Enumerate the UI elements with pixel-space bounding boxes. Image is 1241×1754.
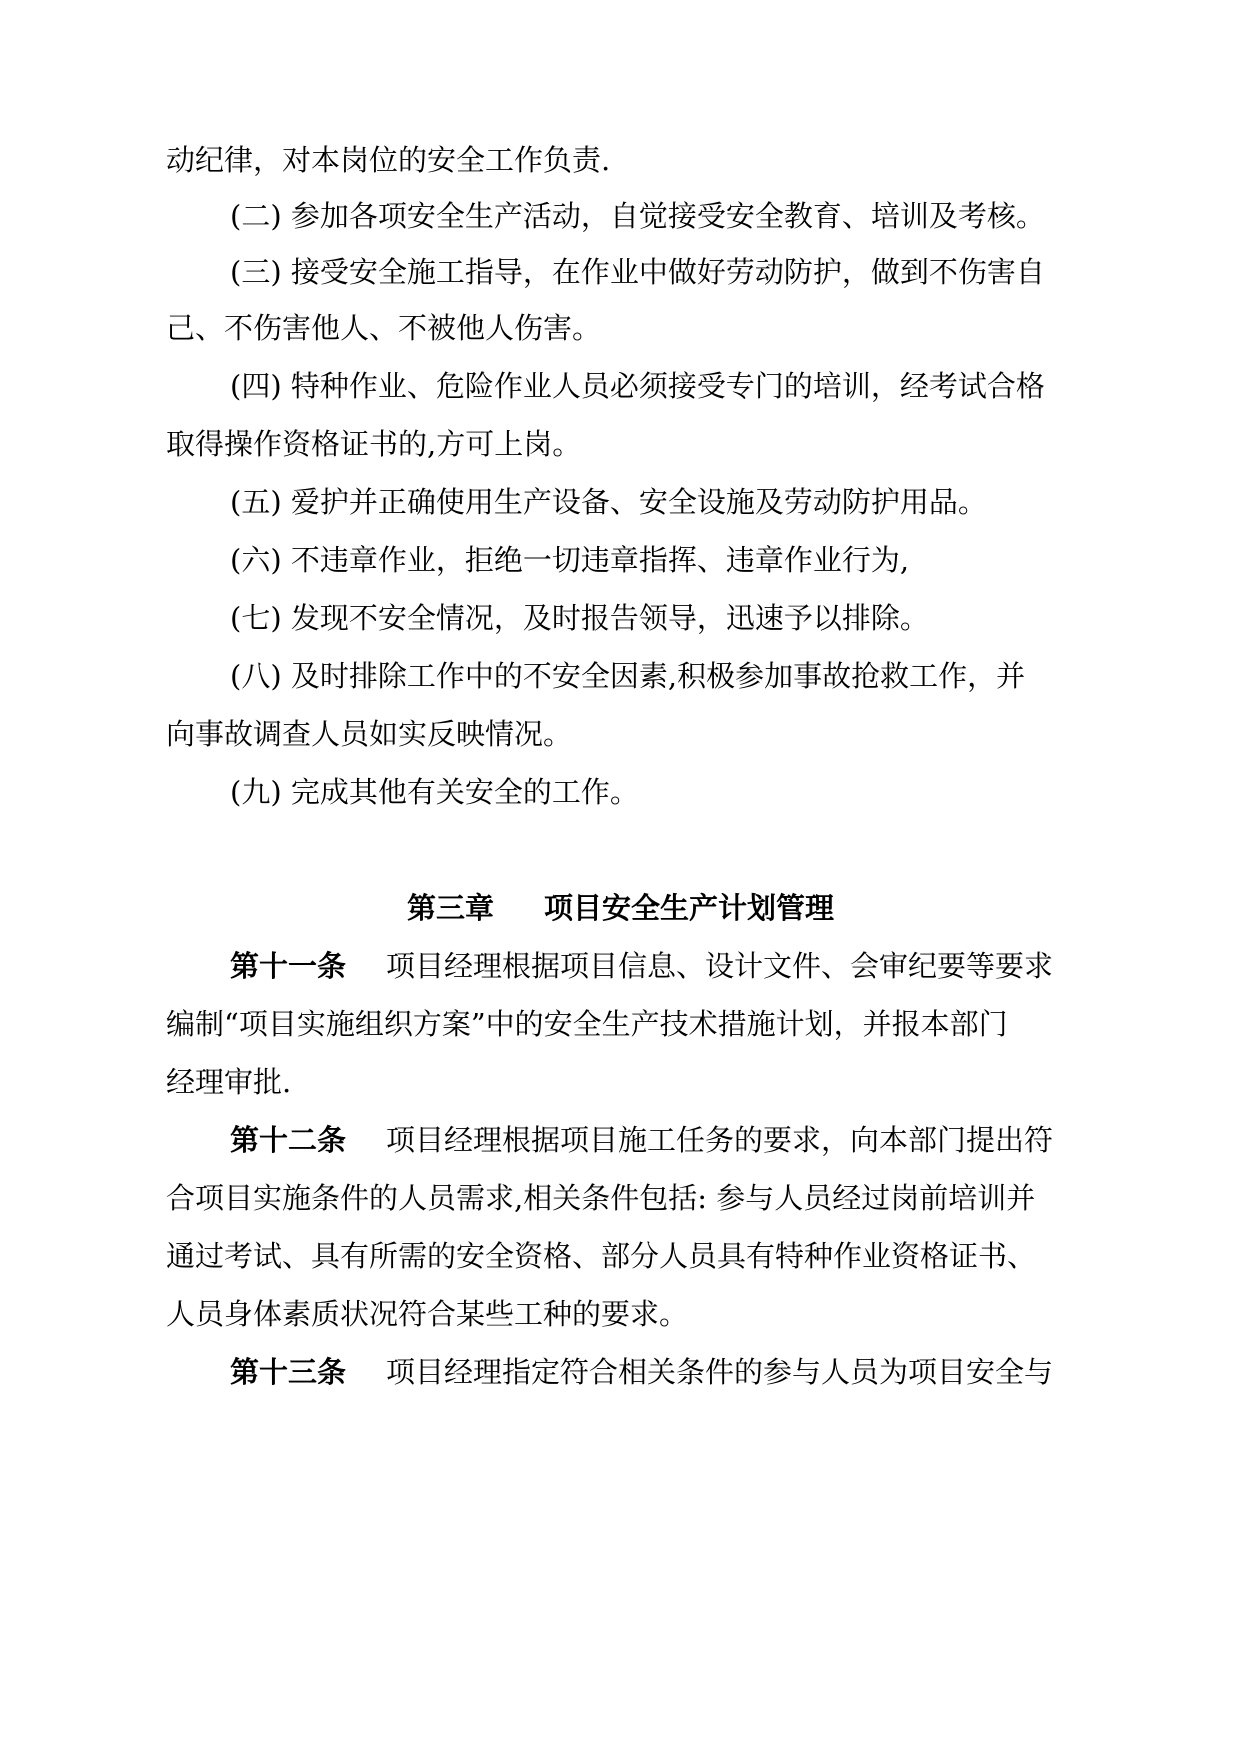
article-text: 项目经理根据项目施工任务的要求，向本部门提出符	[386, 1123, 1054, 1157]
article-label: 第十二条	[230, 1123, 347, 1157]
text-line: 人员身体素质状况符合某些工种的要求。	[166, 1297, 689, 1331]
list-item-6: (六) 不违章作业，拒绝一切违章指挥、违章作业行为,	[230, 543, 910, 577]
article-11-first-line	[230, 946, 1140, 986]
list-item-7: (七) 发现不安全情况，及时报告领导，迅速予以排除。	[230, 601, 929, 635]
list-item-8: (八) 及时排除工作中的不安全因素,积极参加事故抢救工作，并	[230, 659, 1026, 693]
list-item-5: (五) 爱护并正确使用生产设备、安全设施及劳动防护用品。	[230, 485, 987, 519]
text-line: 取得操作资格证书的,方可上岗。	[166, 427, 582, 461]
text-line: 己、不伤害他人、不被他人伤害。	[166, 311, 602, 345]
list-item-9: (九) 完成其他有关安全的工作。	[230, 775, 639, 809]
text-line: 向事故调查人员如实反映情况。	[166, 717, 573, 751]
article-label: 第十一条	[230, 949, 347, 983]
chapter-number: 第三章	[406, 891, 494, 925]
text-line: 动纪律，对本岗位的安全工作负责.	[166, 143, 611, 177]
chapter-heading	[0, 888, 1241, 928]
list-item-3: (三) 接受安全施工指导，在作业中做好劳动防护，做到不伤害自	[230, 255, 1045, 289]
list-item-2: (二) 参加各项安全生产活动，自觉接受安全教育、培训及考核。	[230, 199, 1045, 233]
article-text: 项目经理根据项目信息、设计文件、会审纪要等要求	[386, 949, 1054, 983]
article-label: 第十三条	[230, 1355, 347, 1389]
article-13-first-line	[230, 1352, 1140, 1392]
list-item-4: (四) 特种作业、危险作业人员必须接受专门的培训，经考试合格	[230, 369, 1045, 403]
article-12-first-line	[230, 1120, 1140, 1160]
text-line: 通过考试、具有所需的安全资格、部分人员具有特种作业资格证书、	[166, 1239, 1037, 1273]
chapter-title: 项目安全生产计划管理	[544, 891, 835, 925]
text-line: 编制“项目实施组织方案”中的安全生产技术措施计划，并报本部门	[166, 1007, 1008, 1041]
text-line: 合项目实施条件的人员需求,相关条件包括: 参与人员经过岗前培训并	[166, 1181, 1036, 1215]
text-line: 经理审批.	[166, 1065, 292, 1099]
article-text: 项目经理指定符合相关条件的参与人员为项目安全与	[386, 1355, 1054, 1389]
